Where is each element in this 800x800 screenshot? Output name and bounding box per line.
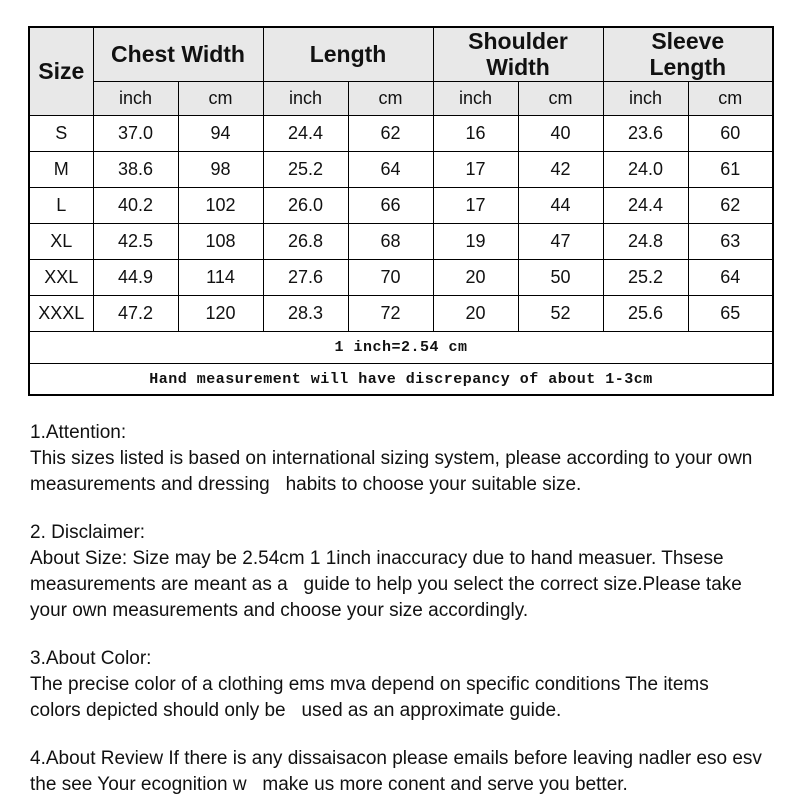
chest-inch-cell: 40.2 [93, 187, 178, 223]
note-attention [30, 420, 772, 498]
chest-cm-cell: 108 [178, 223, 263, 259]
header-row-units [29, 81, 773, 115]
sleeve-inch-cell: 24.8 [603, 223, 688, 259]
note-about-color [30, 646, 772, 724]
unit-shoulder-inch: inch [433, 81, 518, 115]
sleeve-inch-cell: 25.2 [603, 259, 688, 295]
unit-chest-cm: cm [178, 81, 263, 115]
sleeve-inch-cell: 23.6 [603, 115, 688, 151]
note-attention-title: 1.Attention: [30, 422, 127, 444]
sleeve-cm-cell: 61 [688, 151, 773, 187]
length-cm-cell: 70 [348, 259, 433, 295]
length-cm-cell: 68 [348, 223, 433, 259]
col-header-size: Size [29, 27, 93, 115]
footnote-row-conversion [29, 331, 773, 363]
note-about-color-title: 3.About Color: [30, 648, 152, 670]
length-inch-cell: 24.4 [263, 115, 348, 151]
note-disclaimer-title: 2. Disclaimer: [30, 522, 146, 544]
shoulder-inch-cell: 19 [433, 223, 518, 259]
size-cell: XL [29, 223, 93, 259]
size-cell: XXL [29, 259, 93, 295]
sleeve-cm-cell: 60 [688, 115, 773, 151]
note-attention-line: This sizes listed is based on international sizing system, please according to your own [30, 448, 753, 470]
size-row-xl [29, 223, 773, 259]
note-about-review [30, 746, 772, 798]
unit-length-inch: inch [263, 81, 348, 115]
shoulder-inch-cell: 20 [433, 295, 518, 331]
shoulder-inch-cell: 17 [433, 187, 518, 223]
shoulder-cm-cell: 44 [518, 187, 603, 223]
size-row-xxxl [29, 295, 773, 331]
size-row-m [29, 151, 773, 187]
shoulder-inch-cell: 16 [433, 115, 518, 151]
chest-cm-cell: 102 [178, 187, 263, 223]
sleeve-inch-cell: 25.6 [603, 295, 688, 331]
chest-inch-cell: 37.0 [93, 115, 178, 151]
shoulder-inch-cell: 17 [433, 151, 518, 187]
size-cell: M [29, 151, 93, 187]
length-inch-cell: 25.2 [263, 151, 348, 187]
length-cm-cell: 62 [348, 115, 433, 151]
size-row-s [29, 115, 773, 151]
size-cell: S [29, 115, 93, 151]
sleeve-cm-cell: 63 [688, 223, 773, 259]
length-cm-cell: 72 [348, 295, 433, 331]
footnote-row-discrepancy [29, 363, 773, 395]
col-header-shoulder-width-label: Shoulder Width [468, 28, 568, 81]
chest-cm-cell: 94 [178, 115, 263, 151]
col-header-length: Length [263, 27, 433, 81]
unit-sleeve-cm: cm [688, 81, 773, 115]
shoulder-cm-cell: 52 [518, 295, 603, 331]
size-row-l [29, 187, 773, 223]
header-row-main [29, 27, 773, 81]
size-row-xxl [29, 259, 773, 295]
note-about-review-line: the see Your ecognition w make us more conent and serve you better. [30, 774, 628, 796]
col-header-sleeve-length-label: Sleeve Length [649, 28, 727, 81]
note-about-color-line: colors depicted should only be used as an approximate guide. [30, 700, 562, 722]
sleeve-cm-cell: 62 [688, 187, 773, 223]
shoulder-cm-cell: 47 [518, 223, 603, 259]
note-disclaimer-line: About Size: Size may be 2.54cm 1 1inch inaccuracy due to hand measuer. Thsese [30, 548, 724, 570]
shoulder-cm-cell: 40 [518, 115, 603, 151]
note-disclaimer-line: your own measurements and choose your size accordingly. [30, 600, 529, 622]
length-cm-cell: 66 [348, 187, 433, 223]
sleeve-inch-cell: 24.0 [603, 151, 688, 187]
chest-inch-cell: 47.2 [93, 295, 178, 331]
notes-section [30, 420, 772, 798]
length-inch-cell: 28.3 [263, 295, 348, 331]
size-cell: XXXL [29, 295, 93, 331]
footnote-conversion: 1 inch=2.54 cm [29, 331, 773, 363]
unit-chest-inch: inch [93, 81, 178, 115]
sleeve-cm-cell: 65 [688, 295, 773, 331]
sleeve-cm-cell: 64 [688, 259, 773, 295]
note-about-review-line: 4.About Review If there is any dissaisacon please emails before leaving nadler eso esv [30, 748, 762, 770]
length-inch-cell: 27.6 [263, 259, 348, 295]
chest-cm-cell: 114 [178, 259, 263, 295]
chest-cm-cell: 120 [178, 295, 263, 331]
shoulder-inch-cell: 20 [433, 259, 518, 295]
size-chart-table [28, 26, 774, 396]
sleeve-inch-cell: 24.4 [603, 187, 688, 223]
unit-shoulder-cm: cm [518, 81, 603, 115]
note-disclaimer-line: measurements are meant as a guide to help you select the correct size.Please take [30, 574, 742, 596]
length-cm-cell: 64 [348, 151, 433, 187]
chest-cm-cell: 98 [178, 151, 263, 187]
length-inch-cell: 26.0 [263, 187, 348, 223]
col-header-sleeve-length [603, 27, 773, 81]
chest-inch-cell: 38.6 [93, 151, 178, 187]
shoulder-cm-cell: 50 [518, 259, 603, 295]
shoulder-cm-cell: 42 [518, 151, 603, 187]
chest-inch-cell: 44.9 [93, 259, 178, 295]
chest-inch-cell: 42.5 [93, 223, 178, 259]
note-about-color-line: The precise color of a clothing ems mva depend on specific conditions The items [30, 674, 709, 696]
col-header-chest-width: Chest Width [93, 27, 263, 81]
length-inch-cell: 26.8 [263, 223, 348, 259]
note-attention-line: measurements and dressing habits to choose your suitable size. [30, 474, 582, 496]
unit-length-cm: cm [348, 81, 433, 115]
col-header-shoulder-width [433, 27, 603, 81]
unit-sleeve-inch: inch [603, 81, 688, 115]
size-cell: L [29, 187, 93, 223]
note-disclaimer [30, 520, 772, 624]
footnote-discrepancy: Hand measurement will have discrepancy of about 1-3cm [29, 363, 773, 395]
